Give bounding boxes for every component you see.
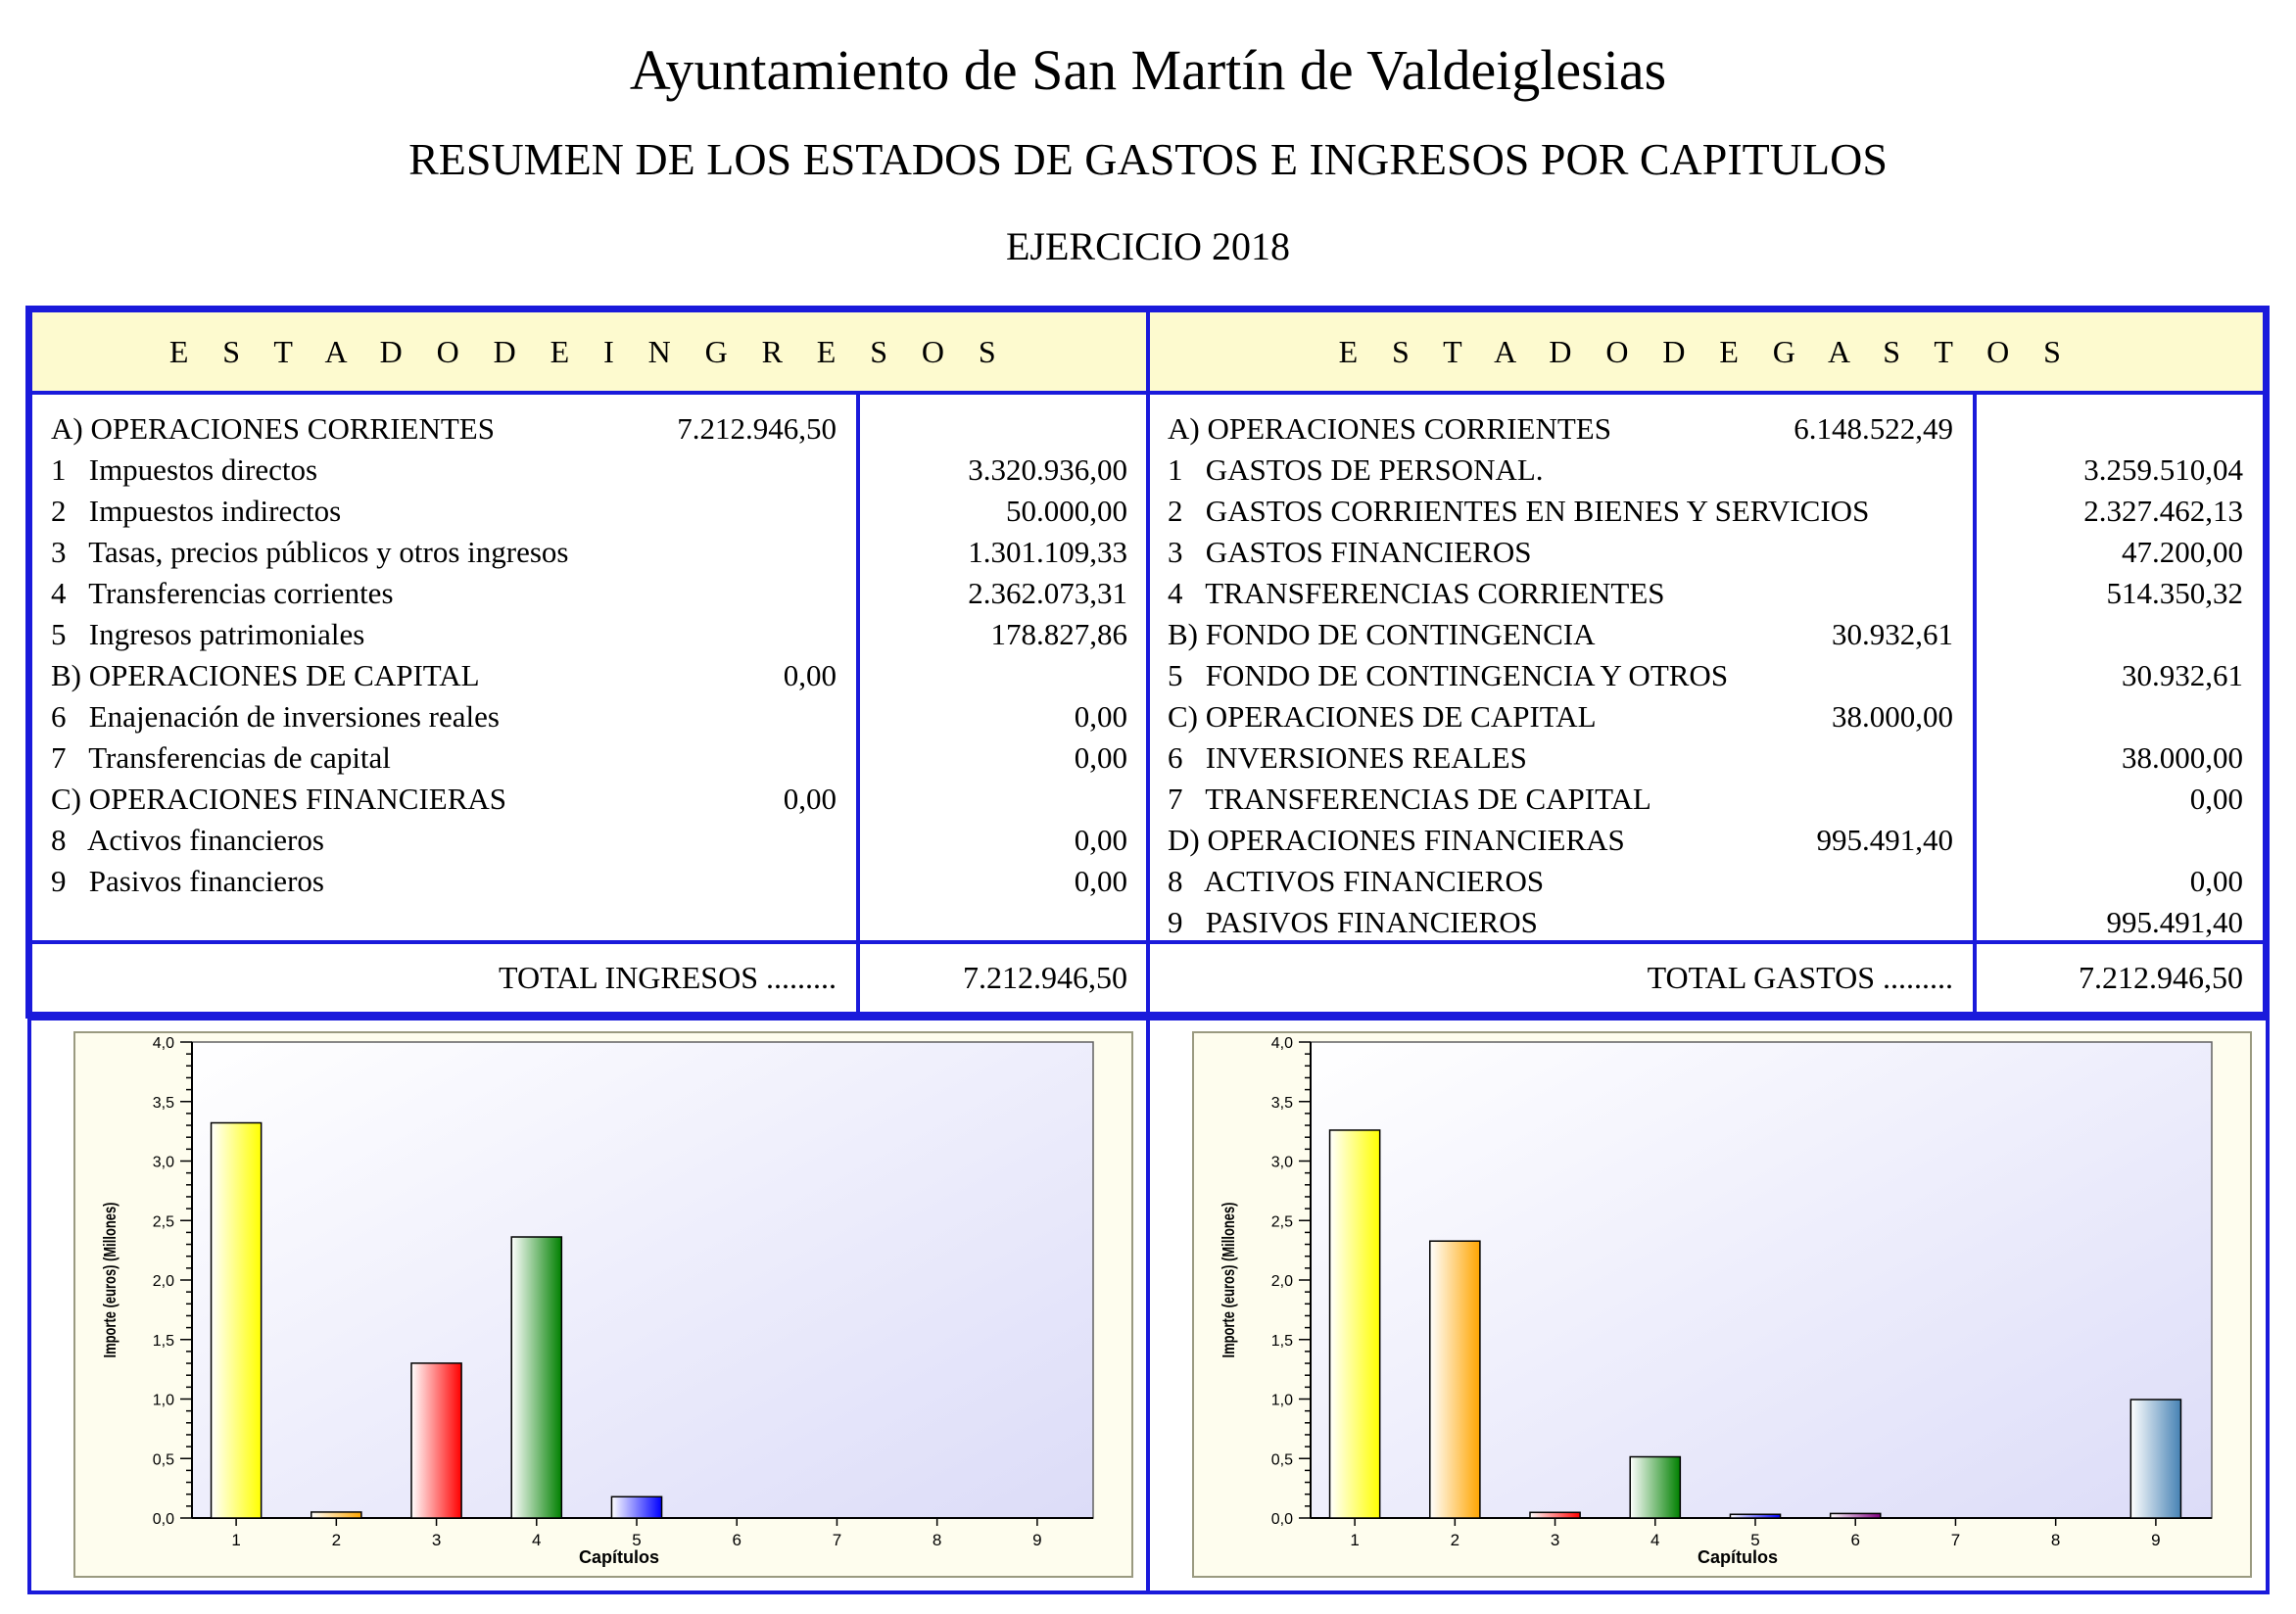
- gastos-row-label: A) OPERACIONES CORRIENTES: [1168, 411, 1611, 446]
- bar-capitulo-6: [1831, 1513, 1881, 1518]
- y-tick-label: 4,0: [1270, 1035, 1293, 1052]
- y-tick-label: 1,0: [1270, 1392, 1293, 1409]
- x-tick-label: 2: [1450, 1531, 1460, 1549]
- ingresos-row-amount: 0,00: [1074, 740, 1127, 775]
- page-subtitle: RESUMEN DE LOS ESTADOS DE GASTOS E INGRESOS POR CAPITULOS: [408, 134, 1888, 184]
- gastos-row-subtotal: 38.000,00: [1832, 699, 1953, 734]
- bar-capitulo-1: [1330, 1130, 1380, 1518]
- ingresos-row-subtotal: 7.212.946,50: [677, 411, 837, 446]
- x-tick-label: 5: [632, 1531, 642, 1549]
- total-divider: [32, 940, 2263, 944]
- gastos-chart-panel: [1146, 1017, 2270, 1594]
- bar-capitulo-4: [1630, 1457, 1680, 1518]
- ingresos-row-amount: 0,00: [1074, 823, 1127, 857]
- ingresos-row-amount: 0,00: [1074, 699, 1127, 734]
- fiscal-year: EJERCICIO 2018: [1006, 224, 1290, 268]
- x-tick-label: 9: [1032, 1531, 1042, 1549]
- center-divider: [1146, 312, 1150, 1012]
- ingresos-row-label: 6 Enajenación de inversiones reales: [51, 699, 500, 734]
- ingresos-row-label: 3 Tasas, precios públicos y otros ingresos: [51, 535, 569, 569]
- y-tick-label: 2,5: [1270, 1213, 1293, 1231]
- gastos-row-label: C) OPERACIONES DE CAPITAL: [1168, 699, 1597, 734]
- gastos-column-divider: [1973, 395, 1977, 1012]
- ingresos-chart: [31, 1021, 1146, 1590]
- ingresos-row-label: 5 Ingresos patrimoniales: [51, 617, 365, 651]
- x-tick-label: 4: [532, 1531, 542, 1549]
- ingresos-row-amount: 1.301.109,33: [968, 535, 1127, 569]
- gastos-row-amount: 3.259.510,04: [2083, 452, 2243, 487]
- y-tick-label: 3,5: [1270, 1094, 1293, 1112]
- y-tick-label: 0,0: [1270, 1511, 1293, 1528]
- x-axis-label: Capítulos: [1697, 1547, 1779, 1567]
- bar-capitulo-4: [511, 1237, 561, 1518]
- gastos-row-label: 4 TRANSFERENCIAS CORRIENTES: [1168, 576, 1665, 610]
- x-tick-label: 8: [2050, 1531, 2061, 1549]
- x-tick-label: 7: [832, 1531, 842, 1549]
- gastos-row-amount: 47.200,00: [2122, 535, 2243, 569]
- y-tick-label: 3,0: [1270, 1154, 1293, 1171]
- x-tick-label: 3: [431, 1531, 442, 1549]
- gastos-row-amount: 2.327.462,13: [2083, 494, 2243, 528]
- gastos-row-amount: 0,00: [2189, 782, 2243, 816]
- x-axis-label: Capítulos: [578, 1547, 660, 1567]
- x-tick-label: 7: [1950, 1531, 1961, 1549]
- gastos-row-label: 6 INVERSIONES REALES: [1168, 740, 1527, 775]
- y-tick-label: 2,5: [152, 1213, 174, 1231]
- gastos-row-label: 3 GASTOS FINANCIEROS: [1168, 535, 1532, 569]
- gastos-row-label: 2 GASTOS CORRIENTES EN BIENES Y SERVICIOS: [1168, 494, 1870, 528]
- y-tick-label: 1,5: [152, 1332, 174, 1350]
- y-tick-label: 0,5: [152, 1451, 174, 1469]
- ingresos-total-label: TOTAL INGRESOS .........: [499, 960, 837, 995]
- bar-capitulo-2: [1430, 1241, 1480, 1518]
- x-tick-label: 6: [1850, 1531, 1860, 1549]
- ingresos-row-label: B) OPERACIONES DE CAPITAL: [51, 658, 480, 692]
- plot-area: [192, 1042, 1093, 1518]
- ingresos-row-label: 9 Pasivos financieros: [51, 864, 324, 898]
- gastos-row-amount: 30.932,61: [2122, 658, 2243, 692]
- x-tick-label: 4: [1650, 1531, 1660, 1549]
- ingresos-chart-panel: [27, 1017, 1150, 1594]
- y-tick-label: 4,0: [152, 1035, 174, 1052]
- gastos-row-subtotal: 6.148.522,49: [1794, 411, 1953, 446]
- ingresos-row-label: 8 Activos financieros: [51, 823, 324, 857]
- ingresos-row-subtotal: 0,00: [783, 782, 837, 816]
- gastos-total-label: TOTAL GASTOS .........: [1647, 960, 1953, 995]
- ingresos-row-amount: 3.320.936,00: [968, 452, 1127, 487]
- gastos-row-label: 5 FONDO DE CONTINGENCIA Y OTROS: [1168, 658, 1729, 692]
- x-tick-label: 2: [331, 1531, 342, 1549]
- y-axis-label: Importe (euros) (Millones): [1220, 1202, 1239, 1358]
- gastos-row-label: B) FONDO DE CONTINGENCIA: [1168, 617, 1596, 651]
- gastos-row-subtotal: 995.491,40: [1816, 823, 1953, 857]
- gastos-row-label: D) OPERACIONES FINANCIERAS: [1168, 823, 1625, 857]
- bar-capitulo-1: [212, 1123, 262, 1518]
- ingresos-column-divider: [856, 395, 860, 1012]
- ingresos-row-label: 4 Transferencias corrientes: [51, 576, 394, 610]
- y-tick-label: 2,0: [152, 1273, 174, 1290]
- y-tick-label: 3,5: [152, 1094, 174, 1112]
- y-tick-label: 0,5: [1270, 1451, 1293, 1469]
- gastos-row-subtotal: 30.932,61: [1832, 617, 1953, 651]
- x-tick-label: 3: [1550, 1531, 1560, 1549]
- x-tick-label: 1: [231, 1531, 241, 1549]
- bar-capitulo-5: [611, 1496, 661, 1518]
- gastos-row-amount: 514.350,32: [2106, 576, 2243, 610]
- bar-capitulo-3: [411, 1363, 461, 1518]
- ingresos-heading: E S T A D O D E I N G R E S O S: [32, 312, 1146, 391]
- gastos-row-label: 1 GASTOS DE PERSONAL.: [1168, 452, 1544, 487]
- ingresos-row-label: 1 Impuestos directos: [51, 452, 318, 487]
- gastos-chart: [1150, 1021, 2266, 1590]
- ingresos-row-label: A) OPERACIONES CORRIENTES: [51, 411, 495, 446]
- gastos-total-value: 7.212.946,50: [2079, 960, 2243, 995]
- ingresos-row-amount: 178.827,86: [990, 617, 1127, 651]
- page-title: Ayuntamiento de San Martín de Valdeiglesias: [629, 38, 1667, 102]
- x-tick-label: 6: [732, 1531, 741, 1549]
- y-axis-label: Importe (euros) (Millones): [101, 1202, 120, 1358]
- x-tick-label: 9: [2151, 1531, 2161, 1549]
- gastos-row-label: 7 TRANSFERENCIAS DE CAPITAL: [1168, 782, 1651, 816]
- ingresos-row-label: C) OPERACIONES FINANCIERAS: [51, 782, 507, 816]
- ingresos-row-amount: 2.362.073,31: [968, 576, 1127, 610]
- ingresos-row-label: 2 Impuestos indirectos: [51, 494, 342, 528]
- bar-capitulo-2: [311, 1512, 361, 1518]
- bar-capitulo-5: [1730, 1514, 1780, 1518]
- ingresos-total-value: 7.212.946,50: [963, 960, 1127, 995]
- ingresos-row-label: 7 Transferencias de capital: [51, 740, 391, 775]
- gastos-row-amount: 38.000,00: [2122, 740, 2243, 775]
- gastos-row-amount: 0,00: [2189, 864, 2243, 898]
- x-tick-label: 1: [1350, 1531, 1360, 1549]
- y-tick-label: 0,0: [152, 1511, 174, 1528]
- gastos-row-amount: 995.491,40: [2106, 905, 2243, 939]
- ingresos-row-subtotal: 0,00: [783, 658, 837, 692]
- ingresos-row-amount: 0,00: [1074, 864, 1127, 898]
- x-tick-label: 5: [1750, 1531, 1760, 1549]
- gastos-row-label: 9 PASIVOS FINANCIEROS: [1168, 905, 1538, 939]
- y-tick-label: 1,0: [152, 1392, 174, 1409]
- gastos-row-label: 8 ACTIVOS FINANCIEROS: [1168, 864, 1545, 898]
- header-divider: [32, 391, 2263, 395]
- ingresos-row-amount: 50.000,00: [1006, 494, 1127, 528]
- y-tick-label: 2,0: [1270, 1273, 1293, 1290]
- y-tick-label: 1,5: [1270, 1332, 1293, 1350]
- gastos-heading: E S T A D O D E G A S T O S: [1150, 312, 2263, 391]
- x-tick-label: 8: [932, 1531, 942, 1549]
- bar-capitulo-9: [2130, 1400, 2180, 1518]
- y-tick-label: 3,0: [152, 1154, 174, 1171]
- bar-capitulo-3: [1530, 1512, 1580, 1518]
